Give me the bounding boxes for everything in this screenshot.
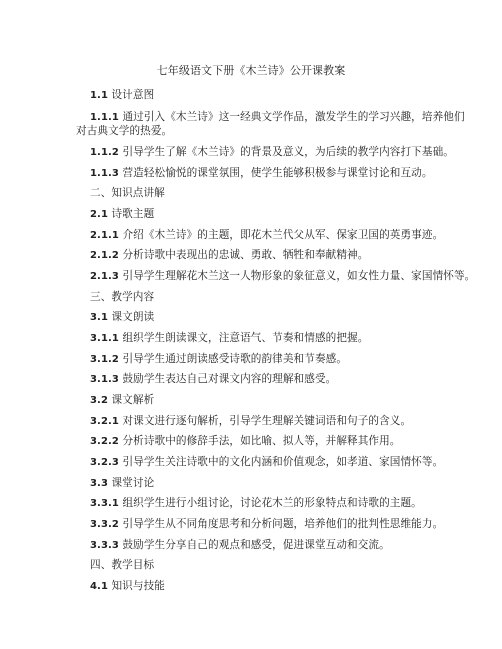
text-line <box>90 269 476 284</box>
line-text: 鼓励学生分享自己的观点和感受，促进课堂互动和交流。 <box>118 539 390 551</box>
section-number: 4.1 <box>90 581 109 592</box>
section-number: 3.2.2 <box>90 436 119 447</box>
section-number: 1.1.1 <box>90 112 119 123</box>
line-text: 二、知识点讲解 <box>90 187 165 199</box>
section-heading <box>90 558 442 573</box>
section-number: 2.1.3 <box>90 271 119 282</box>
text-line <box>90 538 442 553</box>
line-text: 三、教学内容 <box>90 291 155 303</box>
section-number: 3.3 <box>90 478 109 489</box>
text-line <box>90 166 442 181</box>
line-text: 四、教学目标 <box>90 559 155 571</box>
section-number: 3.2.3 <box>90 457 119 468</box>
subsection-heading <box>90 207 442 222</box>
line-text: 课文解析 <box>108 394 155 406</box>
line-text: 课文朗读 <box>108 311 155 323</box>
section-heading <box>90 186 442 201</box>
subsection-heading <box>90 310 442 325</box>
line-text: 营造轻松愉悦的课堂氛围，使学生能够积极参与课堂讨论和互动。 <box>118 167 433 179</box>
text-line <box>90 248 442 263</box>
section-number: 3.2.1 <box>90 416 119 427</box>
subsection-heading <box>90 476 442 491</box>
text-line <box>90 110 465 125</box>
text-line <box>90 145 454 160</box>
section-number: 2.1 <box>90 209 109 220</box>
text-line <box>90 352 442 367</box>
line-text: 引导学生从不同角度思考和分析问题，培养他们的批判性思维能力。 <box>118 518 444 530</box>
line-text: 引导学生理解花木兰这一人物形象的象征意义，如女性力量、家国情怀等。 <box>118 270 476 282</box>
text-line <box>90 372 442 387</box>
line-text: 知识与技能 <box>108 580 165 592</box>
line-text: 对古典文学的热爱。 <box>76 125 173 137</box>
section-number: 3.3.3 <box>90 540 119 551</box>
subsection-heading <box>90 393 442 408</box>
text-line <box>90 517 442 532</box>
line-text: 组织学生进行小组讨论，讨论花木兰的形象特点和诗歌的主题。 <box>118 497 422 509</box>
line-text: 通过引入《木兰诗》这一经典文学作品，激发学生的学习兴趣，培养他们 <box>118 111 465 123</box>
section-number: 3.3.1 <box>90 498 119 509</box>
text-line <box>76 124 442 139</box>
line-text: 对课文进行逐句解析，引导学生理解关键词语和句子的含义。 <box>118 415 412 427</box>
text-line <box>90 434 442 449</box>
section-number: 2.1.2 <box>90 250 119 261</box>
line-text: 设计意图 <box>108 89 155 101</box>
line-text: 鼓励学生表达自己对课文内容的理解和感受。 <box>118 373 337 385</box>
line-text: 诗歌主题 <box>108 208 155 220</box>
text-line <box>90 414 442 429</box>
subsection-heading <box>90 579 442 594</box>
section-number: 3.1 <box>90 312 109 323</box>
text-line <box>90 496 442 511</box>
line-text: 分析诗歌中的修辞手法，如比喻、拟人等，并解释其作用。 <box>118 435 401 447</box>
section-number: 1.1.3 <box>90 168 119 179</box>
line-text: 组织学生朗读课文，注意语气、节奏和情感的把握。 <box>118 332 369 344</box>
text-line <box>90 455 442 470</box>
text-line <box>90 228 442 243</box>
line-text: 引导学生通过朗读感受诗歌的韵律美和节奏感。 <box>118 353 348 365</box>
section-number: 3.1.2 <box>90 354 119 365</box>
text-line <box>90 88 442 103</box>
section-number: 3.1.3 <box>90 374 119 385</box>
section-number: 3.3.2 <box>90 519 119 530</box>
line-text: 介绍《木兰诗》的主题，即花木兰代父从军、保家卫国的英勇事迹。 <box>118 229 444 241</box>
text-line <box>90 331 442 346</box>
section-number: 3.1.1 <box>90 333 119 344</box>
line-text: 分析诗歌中表现出的忠诚、勇敢、牺牲和奉献精神。 <box>118 249 369 261</box>
line-text: 引导学生了解《木兰诗》的背景及意义，为后续的教学内容打下基础。 <box>118 146 454 158</box>
document-title: 七年级语文下册《木兰诗》公开课教案 <box>156 64 346 77</box>
section-heading <box>90 290 442 305</box>
section-number: 1.1 <box>90 90 109 101</box>
line-text: 课堂讨论 <box>108 477 155 489</box>
section-number: 2.1.1 <box>90 230 119 241</box>
section-number: 1.1.2 <box>90 147 119 158</box>
section-number: 3.2 <box>90 395 109 406</box>
line-text: 引导学生关注诗歌中的文化内涵和价值观念，如孝道、家国情怀等。 <box>118 456 444 468</box>
